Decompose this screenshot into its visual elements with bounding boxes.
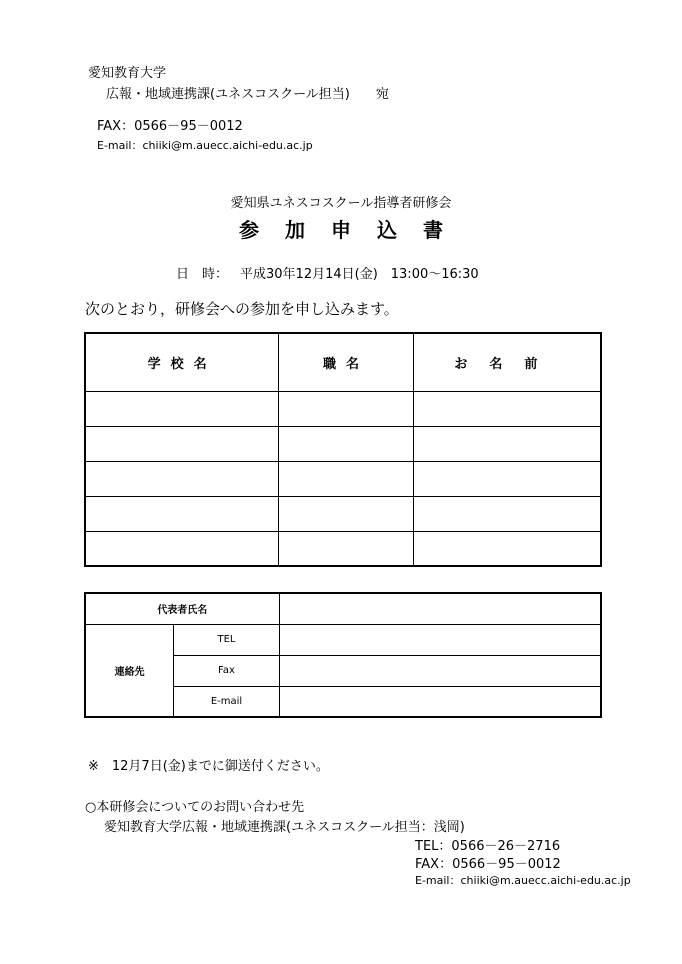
school-name-cell[interactable]: [85, 531, 279, 566]
name-cell[interactable]: [413, 531, 601, 566]
email-label: E-mail: [174, 686, 279, 717]
name-cell[interactable]: [413, 426, 601, 461]
recipient-email: E-mail：chiiki@m.auecc.aichi-edu.ac.jp: [97, 139, 313, 152]
table-row: [85, 391, 601, 426]
participants-table: [84, 332, 602, 567]
name-cell[interactable]: [413, 461, 601, 496]
inquiry-email: E-mail：chiiki@m.auecc.aichi-edu.ac.jp: [415, 874, 631, 887]
contact-tel-row: [85, 624, 601, 655]
intro-text: 次のとおり，研修会への参加を申し込みます。: [85, 300, 399, 318]
school-name-cell[interactable]: [85, 391, 279, 426]
representative-row: [85, 593, 601, 624]
school-name-cell[interactable]: [85, 496, 279, 531]
representative-table: [84, 592, 602, 718]
recipient-university: 愛知教育大学: [88, 66, 167, 81]
deadline-note: ※ 12月7日(金)までに御送付ください。: [88, 759, 329, 774]
position-cell[interactable]: [279, 496, 413, 531]
header-school-name: 学校名: [85, 333, 279, 391]
table-header-row: [85, 333, 601, 391]
date-value: 平成30年12月14日(金) 13:00～16:30: [240, 267, 479, 282]
position-cell[interactable]: [279, 391, 413, 426]
table-row: [85, 461, 601, 496]
tel-cell[interactable]: [279, 624, 601, 655]
name-cell[interactable]: [413, 496, 601, 531]
name-cell[interactable]: [413, 391, 601, 426]
contact-label: 連絡先: [85, 624, 174, 717]
header-name: お名前: [413, 333, 601, 391]
school-name-cell[interactable]: [85, 461, 279, 496]
representative-name-cell[interactable]: [279, 593, 601, 624]
inquiry-tel: TEL：0566－26－2716: [415, 839, 561, 854]
email-cell[interactable]: [279, 686, 601, 717]
recipient-fax: FAX：0566－95－0012: [97, 119, 243, 134]
inquiry-org: 愛知教育大学広報・地域連携課(ユネスコスクール担当：浅岡): [104, 820, 465, 835]
form-subtitle: 愛知県ユネスコスクール指導者研修会: [230, 196, 452, 211]
table-row: [85, 531, 601, 566]
tel-label: TEL: [174, 624, 279, 655]
position-cell[interactable]: [279, 461, 413, 496]
inquiry-fax: FAX：0566－95－0012: [415, 857, 561, 872]
fax-cell[interactable]: [279, 655, 601, 686]
recipient-department: 広報・地域連携課(ユネスコスクール担当) 宛: [106, 87, 389, 102]
table-row: [85, 496, 601, 531]
position-cell[interactable]: [279, 531, 413, 566]
position-cell[interactable]: [279, 426, 413, 461]
school-name-cell[interactable]: [85, 426, 279, 461]
fax-label: Fax: [174, 655, 279, 686]
inquiry-heading: ○本研修会についてのお問い合わせ先: [85, 800, 305, 815]
representative-label: 代表者氏名: [85, 593, 279, 624]
header-position: 職名: [279, 333, 413, 391]
table-row: [85, 426, 601, 461]
date-label: 日 時：: [176, 267, 229, 282]
form-title: 参加申込書: [239, 218, 469, 242]
